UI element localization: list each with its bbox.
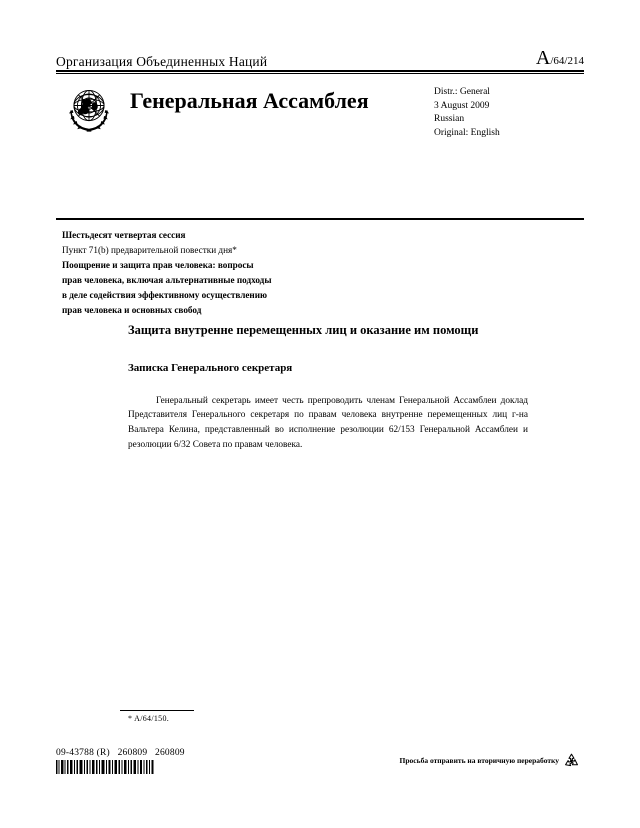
document-symbol-prefix: A — [535, 47, 551, 69]
agenda-title-line-4: прав человека и основных свобод — [62, 304, 202, 315]
session-block — [62, 228, 392, 317]
page-title: Защита внутренне перемещенных лиц и оказание им помощи — [128, 323, 479, 337]
recycle-icon — [563, 752, 580, 769]
recycle-text: Просьба отправить на вторичную переработку — [399, 756, 559, 765]
page-subtitle: Записка Генерального секретаря — [128, 361, 293, 374]
footnote-separator — [120, 710, 194, 711]
job-number-block — [56, 748, 185, 774]
job-date-code-1: 260809 — [117, 748, 148, 758]
agenda-title-line-2: прав человека, включая альтернативные подходы — [62, 274, 272, 285]
job-number — [56, 748, 185, 758]
session-rule — [56, 218, 584, 220]
agenda-item: Пункт 71(b) предварительной повестки дня* — [62, 244, 237, 255]
agenda-title-line-3: в деле содействия эффективному осуществлению — [62, 289, 268, 300]
barcode-icon — [56, 760, 156, 774]
masthead — [56, 48, 584, 140]
distribution-original: Original: English — [434, 127, 500, 138]
distribution-type: Distr.: General — [434, 87, 490, 98]
agenda-title-line-1: Поощрение и защита прав человека: вопросы — [62, 259, 254, 270]
session-number: Шестьдесят четвертая сессия — [62, 230, 186, 240]
footnote-text: * A/64/150. — [128, 714, 170, 723]
organization-name: Организация Объединенных Наций — [56, 53, 268, 69]
document-symbol-rest: /64/214 — [550, 55, 584, 67]
document-symbol — [536, 48, 584, 68]
page-footer — [56, 748, 584, 774]
masthead-body-row — [56, 80, 584, 140]
un-emblem-icon — [60, 80, 118, 138]
recycle-notice — [400, 752, 580, 769]
organ-title: Генеральная Ассамблея — [130, 88, 369, 114]
body-paragraph: Генеральный секретарь имеет честь препроводить членам Генеральной Ассамблеи доклад Представителя Генерального секретаря по правам человека внутренне перемещенных лиц г-на Вальтера Келина, представленный во исполнение резолюции 62/153 Генеральной Ассамблеи и резолюции 6/32 Совета по правам человека. — [128, 395, 528, 450]
masthead-rule-thick — [56, 70, 584, 72]
distribution-language: Russian — [434, 114, 465, 125]
distribution-block — [434, 86, 584, 140]
job-date-code-2: 260809 — [155, 748, 185, 758]
main-content — [128, 322, 528, 453]
job-number-value: 09-43788 (R) — [56, 748, 110, 758]
distribution-date: 3 August 2009 — [434, 100, 490, 111]
masthead-top-row — [56, 48, 584, 68]
masthead-rule-thin — [56, 73, 584, 74]
